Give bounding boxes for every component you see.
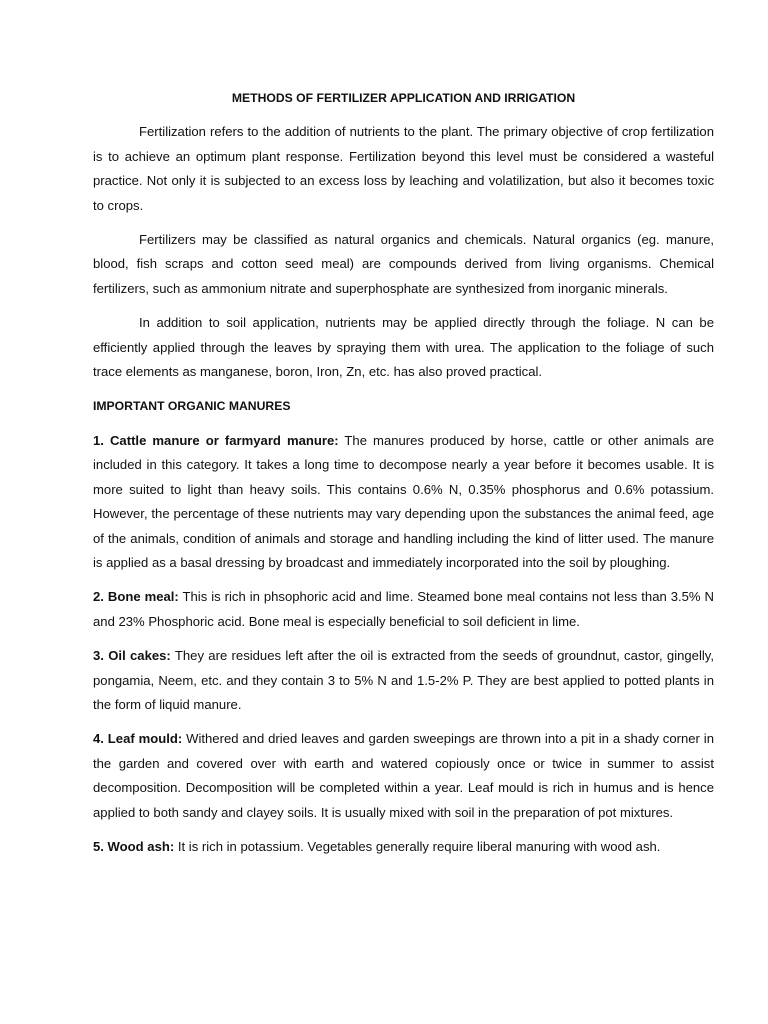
- item-text: They are residues left after the oil is extracted from the seeds of groundnut, castor, gingelly, pongamia, Neem, etc. and they contain 3 to 5% N and 1.5-2% P. They are best applied to potted plants in the form of liquid manure.: [93, 648, 714, 712]
- section-heading-organic-manures: IMPORTANT ORGANIC MANURES: [93, 399, 291, 414]
- intro-paragraph-fertilization: Fertilization refers to the addition of nutrients to the plant. The primary objective of crop fertilization is to achieve an optimum plant response. Fertilization beyond this level must be considered a wasteful practice. Not only it is subjected to an excess loss by leaching and volatilization, but also it becomes toxic to crops.: [93, 124, 714, 213]
- item-heading: 4. Leaf mould:: [93, 731, 183, 747]
- item-text: The manures produced by horse, cattle or other animals are included in this category. It takes a long time to decompose nearly a year before it becomes usable. It is more suited to light than heavy soils. This contains 0.6% N, 0.35% phosphorus and 0.6% potassium. However, the percentage of these nutrients may vary depending upon the substances the animal feed, age of the animals, condition of animals and storage and handling including the kind of litter used. The manure is applied as a basal dressing by broadcast and immediately incorporated into the soil by ploughing.: [93, 432, 715, 570]
- document-title: METHODS OF FERTILIZER APPLICATION AND IRRIGATION: [231, 91, 576, 105]
- list-item-cattle-manure: [93, 429, 714, 575]
- item-heading: 3. Oil cakes:: [93, 648, 171, 664]
- item-heading: 2. Bone meal:: [93, 589, 179, 605]
- list-item-leaf-mould: [93, 727, 714, 825]
- list-item-wood-ash: [93, 835, 714, 859]
- list-item-bone-meal: [93, 585, 714, 634]
- item-text: Withered and dried leaves and garden sweepings are thrown into a pit in a shady corner in the garden and covered over with earth and watered copiously once or twice in summer to assist decomposition. Decomposition will be completed within a year. Leaf mould is rich in humus and is hence applied to both sandy and clayey soils. It is usually mixed with soil in the preparation of pot mixtures.: [93, 731, 714, 820]
- intro-paragraph-classification: Fertilizers may be classified as natural organics and chemicals. Natural organics (eg. manure, blood, fish scraps and cotton seed meal) are compounds derived from living organisms. Chemical fertilizers, such as ammonium nitrate and superphosphate are synthesized from inorganic minerals.: [93, 232, 714, 296]
- intro-paragraph-foliar: In addition to soil application, nutrients may be applied directly through the foliage. N can be efficiently applied through the leaves by spraying them with urea. The application to the foliage of such trace elements as manganese, boron, Iron, Zn, etc. has also proved practical.: [93, 315, 714, 380]
- item-text: This is rich in phsophoric acid and lime. Steamed bone meal contains not less than 3.5% N and 23% Phosphoric acid. Bone meal is especially beneficial to soil deficient in lime.: [93, 589, 714, 629]
- document-page: [93, 86, 714, 869]
- list-item-oil-cakes: [93, 644, 714, 717]
- item-text: It is rich in potassium. Vegetables generally require liberal manuring with wood ash.: [174, 838, 661, 854]
- item-heading: 5. Wood ash:: [93, 838, 175, 854]
- item-heading: 1. Cattle manure or farmyard manure:: [93, 432, 339, 448]
